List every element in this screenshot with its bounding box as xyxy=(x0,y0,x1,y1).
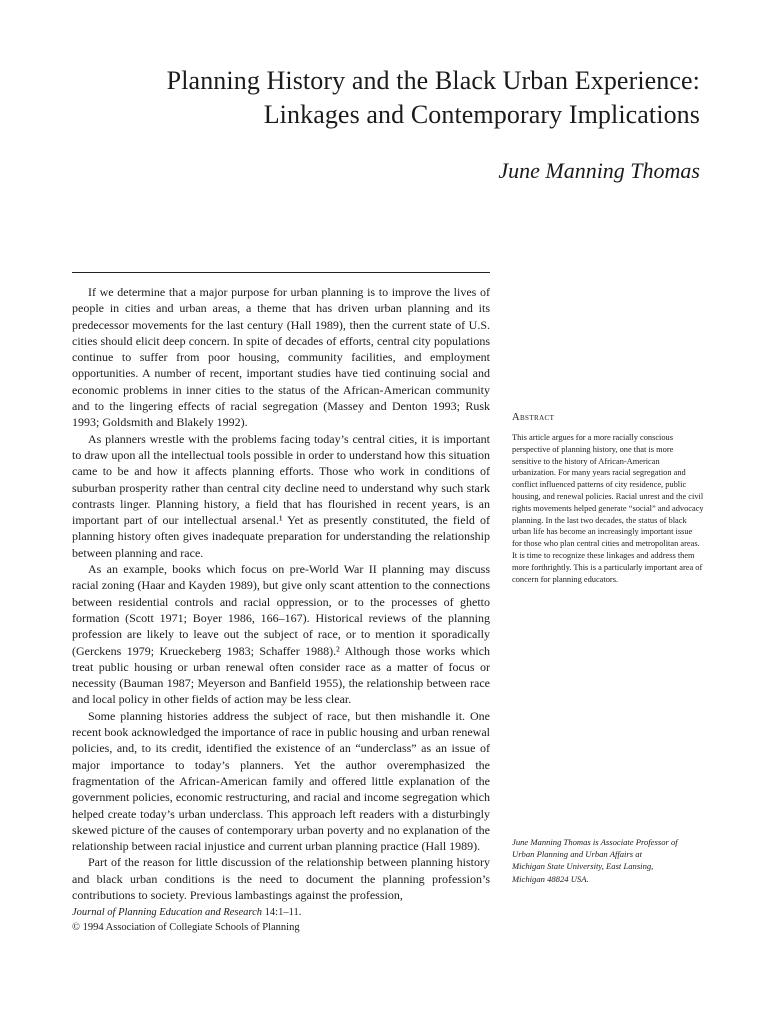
author-note-line-1: June Manning Thomas is Associate Professor of xyxy=(512,837,678,847)
article-title-line-1: Planning History and the Black Urban Experience: xyxy=(166,66,700,95)
body-paragraph-3: As an example, books which focus on pre-World War II planning may discuss racial zoning (Haar and Kayden 1989), but give only scant attention to the connections between residential controls and racial oppression, or to the processes of ghetto formation (Scott 1971; Boyer 1986, 166–167). Historical reviews of the planning profession are likely to leave out the subject of race, or to mention it sporadically (Gerckens 1979; Krueckeberg 1983; Schaffer 1988).² Although those works which treat public housing or urban renewal often consider race as a matter of focus or necessity (Bauman 1987; Meyerson and Banfield 1955), the relationship between race and local policy in other fields of action may be less clear. xyxy=(72,562,490,707)
author-affiliation-note xyxy=(512,836,712,885)
abstract-heading: Abstract xyxy=(512,412,555,423)
author-note-line-4: Michigan 48824 USA. xyxy=(512,873,589,884)
body-paragraph-1: If we determine that a major purpose for urban planning is to improve the lives of people in cities and urban areas, a theme that has driven urban planning and its predecessor movements for the last century (Hall 1989), then the current state of U.S. cities should elicit deep concern. In spite of decades of efforts, central city populations continue to suffer from poor housing, community facilities, and employment opportunities. A number of recent, important studies have tied continuing social and economic problems in inner cities to the status of the African-American community and to the lingering effects of racial segregation (Massey and Denton 1993; Rusk 1993; Goldsmith and Blakely 1992). xyxy=(72,285,490,430)
author-name: June Manning Thomas xyxy=(498,158,700,183)
article-title xyxy=(60,64,700,132)
author-note-line-3: Michigan State University, East Lansing, xyxy=(512,861,654,872)
article-title-line-2: Linkages and Contemporary Implications xyxy=(263,100,700,129)
title-divider xyxy=(72,272,490,273)
body-text xyxy=(72,284,490,903)
body-paragraph-4: Some planning histories address the subject of race, but then mishandle it. One recent book acknowledged the importance of race in public housing and urban renewal policies, and, to its credit, identified the existence of an “underclass” as an issue of major importance to today’s planners. Yet the author overemphasized the fragmentation of the African-American family and offered little explanation of the government policies, economic restructuring, and racial and income segregation which helped create today’s urban underclass. This approach left readers with a disturbingly skewed picture of the causes of contemporary urban poverty and no explanation of the relationship between racial injustice and current urban planning practice (Hall 1989). xyxy=(72,708,490,854)
journal-volume-pages: 14:1–11. xyxy=(262,907,302,918)
body-paragraph-2: As planners wrestle with the problems facing today’s central cities, it is important to draw upon all the intellectual tools possible in order to understand how this situation came to be and how it affects planning efforts. Those who work in conditions of suburban prosperity rather than central city decline need to understand why such stark contrasts linger. Planning history, a field that has flourished in recent years, is an important part of our intellectual arsenal.¹ Yet as presently constituted, the field of planning history often gives inadequate preparation for understanding the relationship between planning and race. xyxy=(72,431,490,560)
body-paragraph-5: Part of the reason for little discussion of the relationship between planning history and black urban conditions is the need to document the planning profession’s contributions to society. Previous lambastings against the profession, xyxy=(72,855,490,902)
copyright-line: © 1994 Association of Collegiate Schools of Planning xyxy=(72,921,300,933)
abstract-text: This article argues for a more racially conscious perspective of planning history, one that is more sensitive to the history of African-American urbanization. For many years racial segregation and conflict influenced patterns of city residence, public housing, and renewal policies. Racial unrest and the civil rights movements helped generate “social” and advocacy planning. In the last two decades, the status of black urban life has become an increasingly important issue for those who plan central cities and metropolitan areas. It is time to recognize these linkages and address them more forthrightly. This is a particularly important area of concern for planning educators. xyxy=(512,433,704,584)
author-note-line-2: Urban Planning and Urban Affairs at xyxy=(512,849,642,860)
journal-footer xyxy=(72,906,492,935)
journal-citation xyxy=(72,906,492,921)
journal-name: Journal of Planning Education and Research xyxy=(72,907,263,918)
